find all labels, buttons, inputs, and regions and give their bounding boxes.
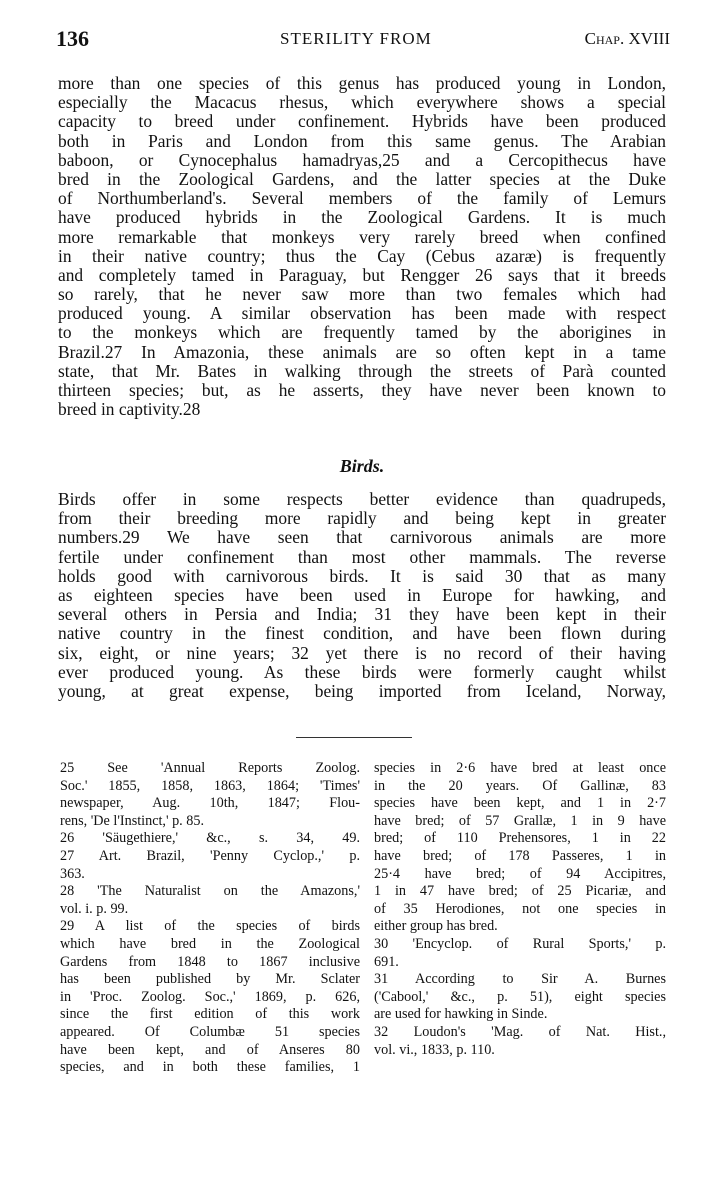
text-line: from their breeding more rapidly and being kept in greater [58,508,666,529]
footnote-line: 25 See 'Annual Reports Zoolog. [60,760,360,776]
page-number: 136 [56,26,89,51]
footnote-line: which have bred in the Zoological [60,935,360,952]
footnote-line: 26 'Säugethiere,' &c., s. 34, 49. [60,830,360,847]
footnote-line: species have been kept, and 1 in 2·7 [374,795,666,812]
footnote-rule [296,737,412,738]
primates-paragraph [58,74,666,419]
footnote-line: Soc.' 1855, 1858, 1863, 1864; 'Times' [60,777,360,794]
text-line: numbers.29 We have seen that carnivorous animals are more [58,527,666,548]
text-line: as eighteen species have been used in Europe for hawking, and [58,584,666,605]
text-line: in their native country; thus the Cay (Cebus azaræ) is frequently [58,245,666,266]
text-line: more than one species of this genus has produced young in London, [58,73,666,93]
text-line: state, that Mr. Bates in walking through the streets of Parà counted [58,360,666,381]
footnote-line: 28 'The Naturalist on the Amazons,' [60,883,360,900]
text-line: breed in captivity.28 [58,399,201,420]
footnote-line: in the 20 years. Of Gallinæ, 83 [374,777,666,794]
text-line: six, eight, or nine years; 32 yet there is no record of their having [58,642,666,663]
footnote-line: 30 'Encyclop. of Rural Sports,' p. [374,935,666,952]
chapter-label: Chap. XVIII [584,29,670,48]
footnote-line: 1 in 47 have bred; of 25 Picariæ, and [374,883,666,900]
text-line: several others in Persia and India; 31 they have been kept in their [58,604,666,625]
footnote-line: 32 Loudon's 'Mag. of Nat. Hist., [374,1023,666,1040]
footnote-line: 29 A list of the species of birds [60,918,360,935]
footnote-line: Gardens from 1848 to 1867 inclusive [60,953,360,970]
footnotes-left-column [60,760,360,1077]
text-line: fertile under confinement than most other mammals. The reverse [58,546,666,567]
text-line: of Northumberland's. Several members of the family of Lemurs [58,188,666,209]
footnote-line: since the first edition of this work [60,1006,360,1023]
footnote-line: 363. [60,865,85,882]
text-line: Birds offer in some respects better evidence than quadrupeds, [58,489,666,509]
text-line: bred in the Zoological Gardens, and the latter species at the Duke [58,168,666,189]
birds-paragraph [58,490,666,701]
footnote-line: have bred; of 57 Grallæ, 1 in 9 have [374,812,666,829]
text-line: more remarkable that monkeys very rarely breed when confined [58,226,666,247]
footnote-line: have bred; of 178 Passeres, 1 in [374,847,666,864]
main-text [58,74,666,419]
footnote-line: either group has bred. [374,918,498,935]
footnote-line: vol. i. p. 99. [60,900,129,917]
footnote-line: 31 According to Sir A. Burnes [374,971,666,988]
footnote-line: 27 Art. Brazil, 'Penny Cyclop.,' p. [60,847,360,864]
text-line: produced young. A similar observation has been made with respect [58,303,666,324]
footnote-line: 25·4 have bred; of 94 Accipitres, [374,865,666,882]
footnote-line: in 'Proc. Zoolog. Soc.,' 1869, p. 626, [60,988,360,1005]
text-line: Brazil.27 In Amazonia, these animals are so often kept in a tame [58,341,666,362]
running-title: STERILITY FROM [280,29,432,48]
text-line: thirteen species; but, as he asserts, they have never been known to [58,380,666,400]
text-line: to the monkeys which are frequently tamed by the aborigines in [58,322,666,343]
footnote-line: newspaper, Aug. 10th, 1847; Flou- [60,795,360,812]
text-line: young, at great expense, being imported from Iceland, Norway, [58,680,666,701]
footnote-line: 691. [374,953,399,970]
text-line: baboon, or Cynocephalus hamadryas,25 and a Cercopithecus have [58,149,666,170]
footnote-line: have been kept, and of Anseres 80 [60,1041,360,1058]
text-line: have produced hybrids in the Zoological Gardens. It is much [58,207,666,228]
footnote-line: ('Cabool,' &c., p. 51), eight species [374,988,666,1005]
footnote-line: rens, 'De l'Instinct,' p. 85. [60,812,205,829]
footnote-line: appeared. Of Columbæ 51 species [60,1023,360,1040]
page-header [48,26,678,54]
text-line: capacity to breed under confinement. Hybrids have been produced [58,111,666,132]
section-heading: Birds. [339,456,385,476]
text-line: native country in the finest condition, and have been flown during [58,623,666,644]
footnote-line: are used for hawking in Sinde. [374,1006,548,1023]
text-line: especially the Macacus rhesus, which everywhere shows a special [58,92,666,113]
birds-text [58,490,666,701]
text-line: both in Paris and London from this same genus. The Arabian [58,130,666,151]
text-line: holds good with carnivorous birds. It is said 30 that as many [58,565,666,586]
footnote-line: vol. vi., 1833, p. 110. [374,1041,495,1058]
text-line: so rarely, that he never saw more than two females which had [58,284,666,305]
footnote-line: species in 2·6 have bred at least once [374,760,666,776]
footnote-line: bred; of 110 Prehensores, 1 in 22 [374,830,666,847]
footnote-line: has been published by Mr. Sclater [60,971,360,988]
text-line: ever produced young. As these birds were formerly caught whilst [58,661,666,682]
footnote-line: species, and in both these families, 1 [60,1059,360,1076]
footnotes-right-column [374,760,666,1059]
footnote-line: of 35 Herodiones, not one species in [374,900,666,917]
text-line: and completely tamed in Paraguay, but Rengger 26 says that it breeds [58,264,666,285]
